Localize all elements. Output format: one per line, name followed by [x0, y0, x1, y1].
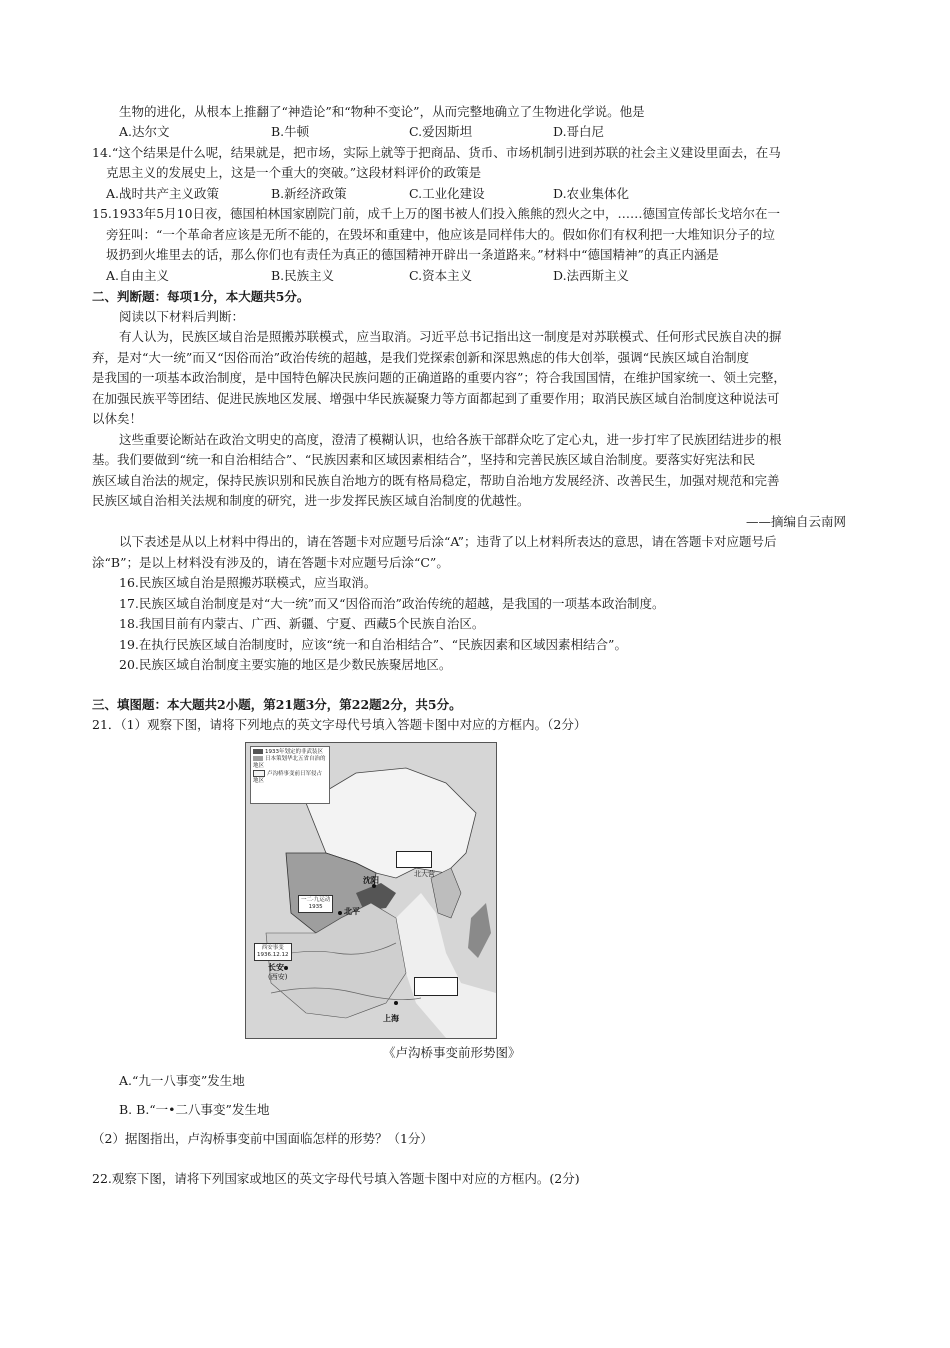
material-p2-line3: 族区域自治法的规定，保持民族识别和民族自治地方的既有格局稳定，帮助自治地方发展经济、改善民生，加强对规范和完善: [92, 473, 780, 488]
legend-item-autonomy: 日本策划华北五省自治的地区: [253, 756, 326, 769]
q14-option-d: D.农业集体化: [553, 186, 630, 201]
instruction-line2: 涂“B”；是以上材料没有涉及的，请在答题卡对应题号后涂“C”。: [92, 555, 449, 570]
judge-item-17: 17.民族区域自治制度是对“大一统”而又“因俗而治”政治传统的超越，是我国的一项基本政治制度。: [119, 596, 665, 611]
judge-item-18: 18.我国目前有内蒙古、广西、新疆、宁夏、西藏5个民族自治区。: [119, 616, 485, 631]
material-p1-line1: 有人认为，民族区域自治是照搬苏联模式，应当取消。习近平总书记指出这一制度是对苏联模式、任何形式民族自决的摒: [119, 329, 782, 344]
q13-stem: 生物的进化，从根本上推翻了“神造论”和“物种不变论”，从而完整地确立了生物进化学说。他是: [119, 104, 645, 119]
beiping-marker: [338, 911, 342, 915]
q15-option-a: A.自由主义: [106, 268, 170, 283]
legend-item-demilitarized: 1933年划定的非武装区: [253, 749, 327, 756]
section2-intro: 阅读以下材料后判断：: [119, 309, 245, 324]
q13-option-a: A.达尔文: [119, 124, 170, 139]
changan-marker: [284, 966, 288, 970]
q14-stem-line2: 克思主义的发展史上，这是一个重大的突破。”这段材料评价的政策是: [106, 165, 482, 180]
answer-box-a[interactable]: [396, 851, 432, 868]
label-beidaying: 北大营: [414, 870, 435, 878]
judge-item-16: 16.民族区域自治是照搬苏联模式，应当取消。: [119, 575, 377, 590]
material-p2-line4: 民族区域自治相关法规和制度的研究，进一步发挥民族区域自治制度的优越性。: [92, 493, 530, 508]
label-changan: 长安: [268, 963, 284, 972]
q15-stem-line2: 旁狂叫：“一个革命者应该是无所不能的，在毁坏和重建中，他应该是同样伟大的。假如你们有权利把一大堆知识分子的垃: [106, 227, 775, 242]
material-p1-line3: 是我国的一项基本政治制度，是中国特色解决民族问题的正确道路的重要内容”；符合我国国情，在维护国家统一、领土完整，: [92, 370, 786, 385]
material-p1-line2: 弃，是对“大一统”而又“因俗而治”政治传统的超越，是我们党探索创新和深思熟虑的伟大创举，强调“民族区域自治制度: [92, 350, 749, 365]
section3-heading: 三、填图题：本大题共2小题，第21题3分，第22题2分，共5分。: [92, 697, 462, 712]
lugouqiao-situation-map: [245, 742, 497, 1039]
map-legend: [250, 746, 330, 804]
q22-stem: 22.观察下图，请将下列国家或地区的英文字母代号填入答题卡图中对应的方框内。(2分): [92, 1171, 580, 1186]
q14-stem-line1: 14.“这个结果是什么呢，结果就是，把市场，实际上就等于把商品、货币、市场机制引进到苏联的社会主义建设里面去，在马: [92, 145, 781, 160]
shanghai-marker: [394, 1001, 398, 1005]
q15-option-b: B.民族主义: [271, 268, 335, 283]
q21-option-b: B. B.“一•二八事变”发生地: [119, 1102, 270, 1117]
material-p1-line4: 在加强民族平等团结、促进民族地区发展、增强中华民族凝聚力等方面都起到了重要作用；取消民族区域自治制度这种说法可: [92, 391, 780, 406]
map-caption: 《卢沟桥事变前形势图》: [383, 1045, 521, 1060]
label-xian: (西安): [268, 973, 288, 981]
material-p1-line5: 以休矣！: [92, 411, 143, 426]
q21-part1: 21．（1）观察下图，请将下列地点的英文字母代号填入答题卡图中对应的方框内。（2分）: [92, 717, 587, 732]
answer-box-b[interactable]: [414, 977, 458, 996]
judge-item-19: 19.在执行民族区域自治制度时，应该“统一和自治相结合”、“民族因素和区域因素相结合”。: [119, 637, 627, 652]
q14-option-a: A.战时共产主义政策: [106, 186, 220, 201]
q15-option-d: D.法西斯主义: [553, 268, 630, 283]
q14-option-b: B.新经济政策: [271, 186, 347, 201]
material-p2-line2: 基。我们要做到“统一和自治相结合”、“民族因素和区域因素相结合”，坚持和完善民族区域自治制度。要落实好宪法和民: [92, 452, 756, 467]
q21-part2: （2）据图指出，卢沟桥事变前中国面临怎样的形势？（1分）: [92, 1131, 433, 1146]
q13-option-b: B.牛顿: [271, 124, 310, 139]
label-beiping: 北平: [344, 907, 360, 916]
instruction-line1: 以下表述是从以上材料中得出的，请在答题卡对应题号后涂“A”；违背了以上材料所表达的意思，请在答题卡对应题号后: [119, 534, 777, 549]
label-shenyang: 沈阳: [363, 876, 379, 885]
label-shanghai: 上海: [383, 1014, 399, 1023]
judge-item-20: 20.民族区域自治制度主要实施的地区是少数民族聚居地区。: [119, 657, 452, 672]
q15-stem-line1: 15.1933年5月10日夜，德国柏林国家剧院门前，成千上万的图书被人们投入熊熊的烈火之中，……德国宣传部长戈培尔在一: [92, 206, 781, 221]
q13-option-d: D.哥白尼: [553, 124, 605, 139]
q13-option-c: C.爱因斯坦: [409, 124, 473, 139]
callout-129-movement: 一二·九运动 1935: [298, 895, 333, 913]
section2-heading: 二、判断题：每项1分，本大题共5分。: [92, 289, 310, 304]
q15-option-c: C.资本主义: [409, 268, 473, 283]
callout-xian-incident: 西安事变 1936.12.12: [254, 943, 292, 961]
legend-item-occupied: 卢沟桥事变前日军侵占地区: [253, 771, 323, 784]
material-p2-line1: 这些重要论断站在政治文明史的高度，澄清了模糊认识，也给各族干部群众吃了定心丸，进一步打牢了民族团结进步的根: [119, 432, 782, 447]
q14-option-c: C.工业化建设: [409, 186, 485, 201]
q15-stem-line3: 圾扔到火堆里去的话，那么你们也有责任为真正的德国精神开辟出一条道路来。”材料中“德国精神”的真正内涵是: [106, 247, 719, 262]
q21-option-a: A.“九一八事变”发生地: [119, 1073, 245, 1088]
material-source: ——摘编自云南网: [746, 514, 847, 529]
